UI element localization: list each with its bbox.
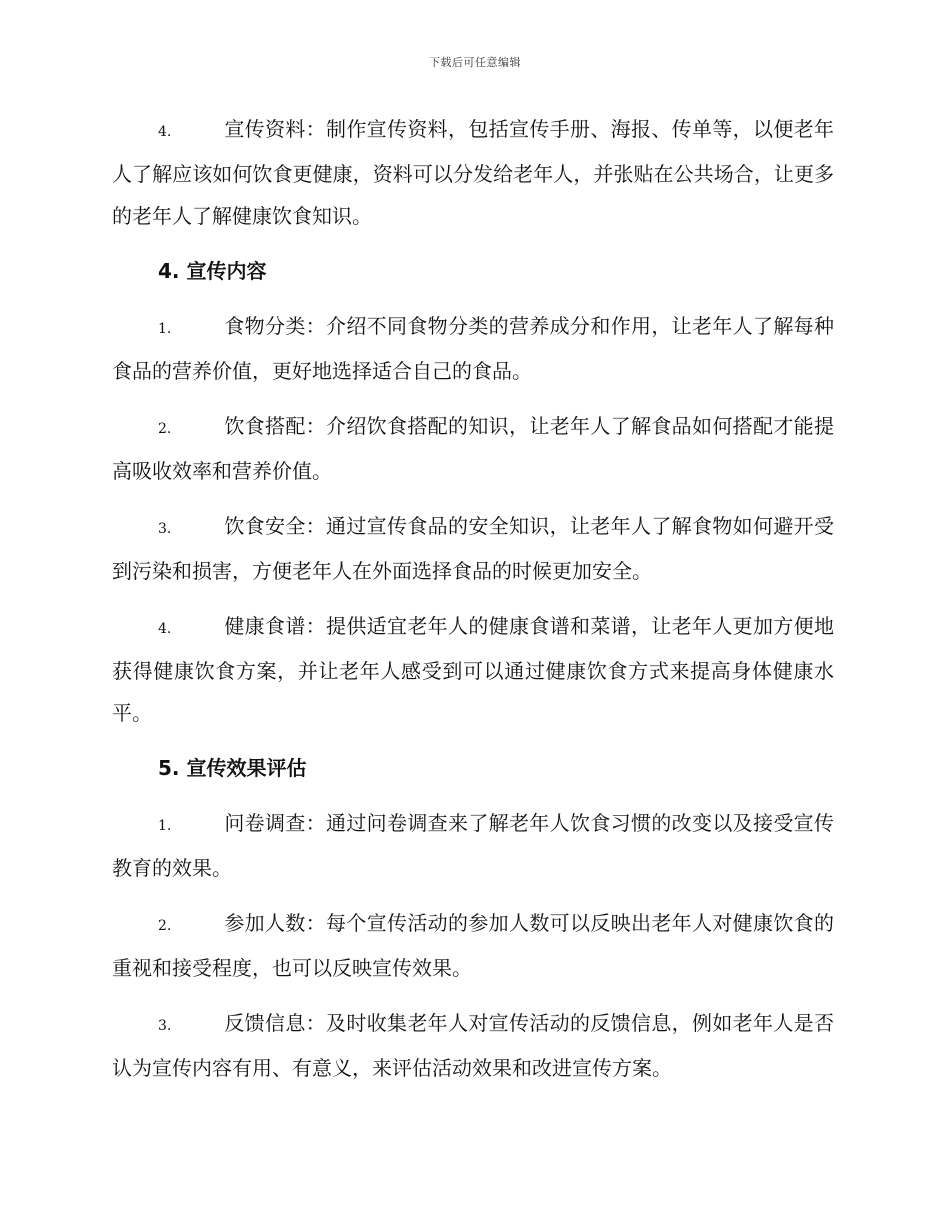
section-heading-content: 4. 宣传内容 (158, 259, 267, 283)
list-item-text: 健康食谱：提供适宜老年人的健康食谱和菜谱，让老年人更加方便地获得健康饮食方案，并让老年人感受到可以通过健康饮食方式来提高身体健康水平。 (112, 614, 834, 725)
list-item-text: 参加人数：每个宣传活动的参加人数可以反映出老年人对健康饮食的重视和接受程度，也可以反映宣传效果。 (112, 911, 834, 980)
list-item-number: 4. (158, 124, 172, 140)
list-item-text: 反馈信息：及时收集老年人对宣传活动的反馈信息，例如老年人是否认为宣传内容有用、有意义，来评估活动效果和改进宣传方案。 (112, 1011, 834, 1080)
page-header: 下载后可任意编辑 (429, 56, 521, 69)
list-item-text: 问卷调查：通过问卷调查来了解老年人饮食习惯的改变以及接受宣传教育的效果。 (112, 811, 834, 880)
list-item (112, 1002, 834, 1089)
list-item (112, 802, 834, 889)
list-item-number: 1. (158, 321, 172, 337)
list-item-number: 4. (158, 621, 172, 637)
list-item (112, 305, 834, 392)
list-item (112, 605, 834, 734)
list-item-text: 食物分类：介绍不同食物分类的营养成分和作用，让老年人了解每种食品的营养价值，更好地选择适合自己的食品。 (112, 314, 834, 383)
list-item (112, 505, 834, 592)
list-item-number: 3. (158, 1018, 172, 1034)
list-item-number: 2. (158, 918, 172, 934)
list-item-text: 饮食搭配：介绍饮食搭配的知识，让老年人了解食品如何搭配才能提高吸收效率和营养价值。 (112, 414, 834, 483)
list-item-number: 1. (158, 818, 172, 834)
section-heading-evaluation: 5. 宣传效果评估 (158, 756, 307, 780)
list-item-number: 3. (158, 521, 172, 537)
list-item-number: 2. (158, 421, 172, 437)
list-item-text: 饮食安全：通过宣传食品的安全知识，让老年人了解食物如何避开受到污染和损害，方便老年人在外面选择食品的时候更加安全。 (112, 514, 834, 583)
list-item (112, 108, 834, 237)
list-item (112, 405, 834, 492)
document-body (112, 108, 834, 1102)
list-item-text: 宣传资料：制作宣传资料，包括宣传手册、海报、传单等，以便老年人了解应该如何饮食更健康，资料可以分发给老年人，并张贴在公共场合，让更多的老年人了解健康饮食知识。 (112, 117, 834, 228)
list-item (112, 902, 834, 989)
